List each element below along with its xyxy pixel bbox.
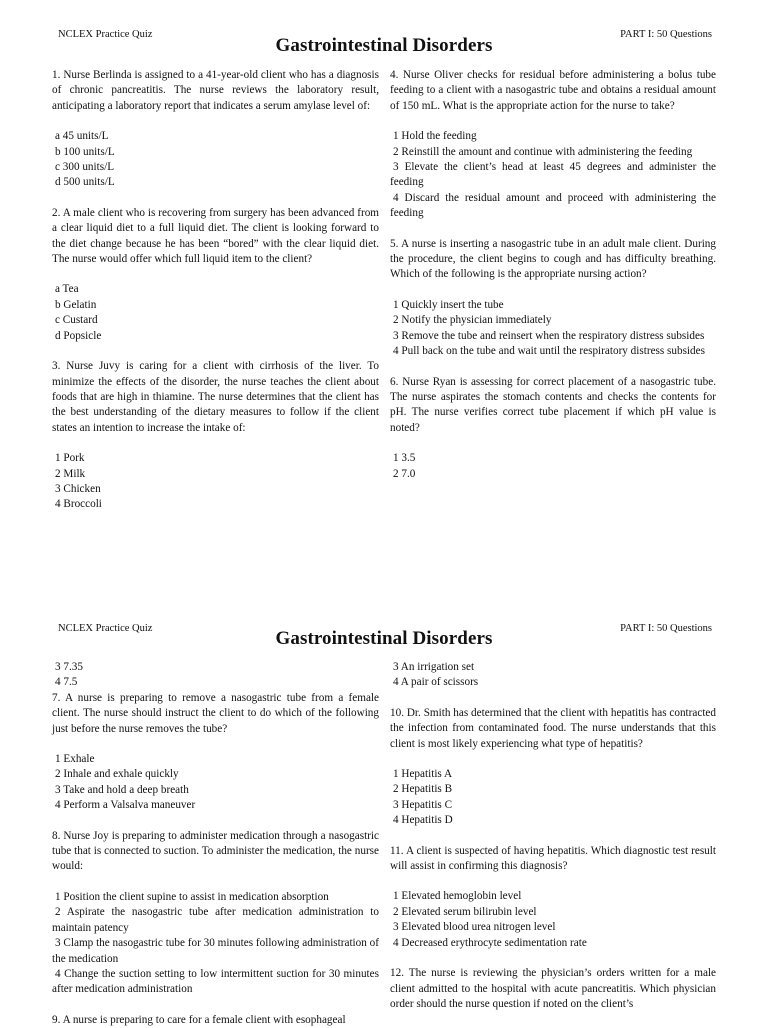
right-column: [390, 660, 716, 1012]
option: 3 Remove the tube and reinsert when the respiratory distress subsides: [393, 329, 705, 342]
quiz-page-2: [0, 620, 768, 1024]
question-2: 2. A male client who is recovering from surgery has been advanced from a clear liquid diet to a full liquid diet. The client is looking forward to the diet change because he has been “bored” with the clear liquid diet. The nurse would offer which full liquid item to the client?: [52, 206, 379, 266]
option: 4 7.5: [55, 676, 78, 689]
option: 3 7.35: [55, 661, 83, 673]
left-column: [52, 68, 379, 513]
question-9-continued-options: [390, 660, 716, 691]
option: 4 Perform a Valsalva maneuver: [55, 799, 196, 812]
option: 1 Exhale: [55, 753, 95, 766]
question-9: 9. A nurse is preparing to care for a female client with esophageal: [52, 1013, 346, 1026]
option: 4 Pull back on the tube and wait until the respiratory distress subsides: [393, 345, 705, 358]
option: 2 Aspirate the nasogastric tube after medication administration to maintain patency: [52, 906, 379, 934]
option: 2 Elevated serum bilirubin level: [393, 905, 537, 918]
option: c Custard: [55, 314, 98, 327]
question-11: 11. A client is suspected of having hepatitis. Which diagnostic test result will assist in confirming this diagnosis?: [390, 844, 716, 873]
option: 3 An irrigation set: [393, 661, 475, 673]
option: 3 Elevate the client’s head at least 45 degrees and administer the feeding: [390, 161, 716, 189]
header-right: PART I: 50 Questions: [620, 29, 712, 40]
question-3: 3. Nurse Juvy is caring for a client with cirrhosis of the liver. To minimize the effects of the disorder, the nurse teaches the client about foods that are high in thiamine. The nurse determines that the client has the best understanding of the dietary measures to follow if the client states an intention to increase the intake of:: [52, 360, 379, 434]
option: 2 Inhale and exhale quickly: [55, 768, 179, 781]
option: 2 Hepatitis B: [393, 783, 453, 796]
page-title: Gastrointestinal Disorders: [275, 35, 493, 56]
option: 4 Change the suction setting to low intermittent suction for 30 minutes after medication administration: [52, 967, 379, 996]
question-8: 8. Nurse Joy is preparing to administer medication through a nasogastric tube that is connected to suction. To administer the medication, the nurse would:: [52, 829, 379, 873]
option: 4 Broccoli: [55, 498, 102, 511]
option: 4 Hepatitis D: [393, 814, 453, 827]
question-10: 10. Dr. Smith has determined that the client with hepatitis has contracted the infection from contaminated food. The nurse understands that this client is most likely experiencing what type of hepatitis?: [390, 706, 716, 750]
question-5-options: [390, 298, 716, 360]
option: 3 Take and hold a deep breath: [55, 783, 189, 796]
option: 1 Pork: [55, 452, 85, 465]
option: a Tea: [55, 283, 79, 296]
question-1-options: [52, 129, 379, 191]
header-right: PART I: 50 Questions: [620, 623, 712, 634]
question-7: 7. A nurse is preparing to remove a nasogastric tube from a female client. The nurse should instruct the client to do which of the following just before the nurse removes the tube?: [52, 691, 379, 735]
option: 1 Hepatitis A: [393, 768, 453, 781]
question-6: 6. Nurse Ryan is assessing for correct placement of a nasogastric tube. The nurse aspirates the stomach contents and checks the contents for pH. The nurse verifies correct tube placement if which pH value is noted?: [390, 375, 716, 434]
option: 3 Hepatitis C: [393, 798, 453, 811]
option: 4 Discard the residual amount and proceed with administering the feeding: [390, 191, 716, 220]
option: 1 Quickly insert the tube: [393, 298, 504, 311]
option: 2 Reinstill the amount and continue with administering the feeding: [393, 145, 693, 158]
question-7-options: [52, 752, 379, 814]
option: 4 Decreased erythrocyte sedimentation rate: [393, 936, 587, 949]
question-11-options: [390, 889, 716, 951]
question-5: 5. A nurse is inserting a nasogastric tube in an adult male client. During the procedure, the client begins to cough and has difficulty breathing. Which of the following is the appropriate nursing action?: [390, 237, 716, 281]
option: 1 Hold the feeding: [393, 130, 477, 143]
option: 1 3.5: [393, 452, 416, 465]
option: b Gelatin: [55, 298, 97, 311]
option: 4 A pair of scissors: [393, 676, 479, 689]
option: 3 Elevated blood urea nitrogen level: [393, 921, 556, 934]
question-4: 4. Nurse Oliver checks for residual before administering a bolus tube feeding to a client with a nasogastric tube and obtains a residual amount of 150 mL. What is the appropriate action for the nurse to take?: [390, 69, 716, 112]
option: 3 Clamp the nasogastric tube for 30 minutes following administration of the medication: [52, 937, 379, 965]
header-left: NCLEX Practice Quiz: [58, 623, 153, 634]
question-12: 12. The nurse is reviewing the physician’s orders written for a male client admitted to the hospital with acute pancreatitis. Which physician order should the nurse question if noted on the client’s: [390, 967, 716, 1010]
right-column: [390, 68, 716, 482]
option: 2 7.0: [393, 467, 416, 480]
option: a 45 units/L: [55, 130, 109, 143]
option: 1 Elevated hemoglobin level: [393, 890, 522, 903]
header-left: NCLEX Practice Quiz: [58, 29, 153, 40]
option: c 300 units/L: [55, 161, 115, 174]
option: 2 Notify the physician immediately: [393, 314, 552, 327]
question-8-options: [52, 890, 379, 998]
option: 3 Chicken: [55, 482, 101, 495]
option: 2 Milk: [55, 467, 86, 480]
question-10-options: [390, 767, 716, 829]
option: b 100 units/L: [55, 145, 115, 158]
question-6-options: [390, 451, 716, 482]
question-3-options: [52, 451, 379, 513]
page-title: Gastrointestinal Disorders: [275, 628, 493, 649]
question-2-options: [52, 282, 379, 344]
question-1: 1. Nurse Berlinda is assigned to a 41-year-old client who has a diagnosis of chronic pancreatitis. The nurse reviews the laboratory result, anticipating a laboratory report that indicates a serum amylase level of:: [52, 69, 379, 112]
question-6-continued-options: [52, 660, 379, 691]
option: d 500 units/L: [55, 176, 115, 189]
option: d Popsicle: [55, 329, 102, 342]
question-4-options: [390, 129, 716, 221]
option: 1 Position the client supine to assist in medication absorption: [55, 890, 329, 903]
left-column: [52, 660, 379, 1028]
